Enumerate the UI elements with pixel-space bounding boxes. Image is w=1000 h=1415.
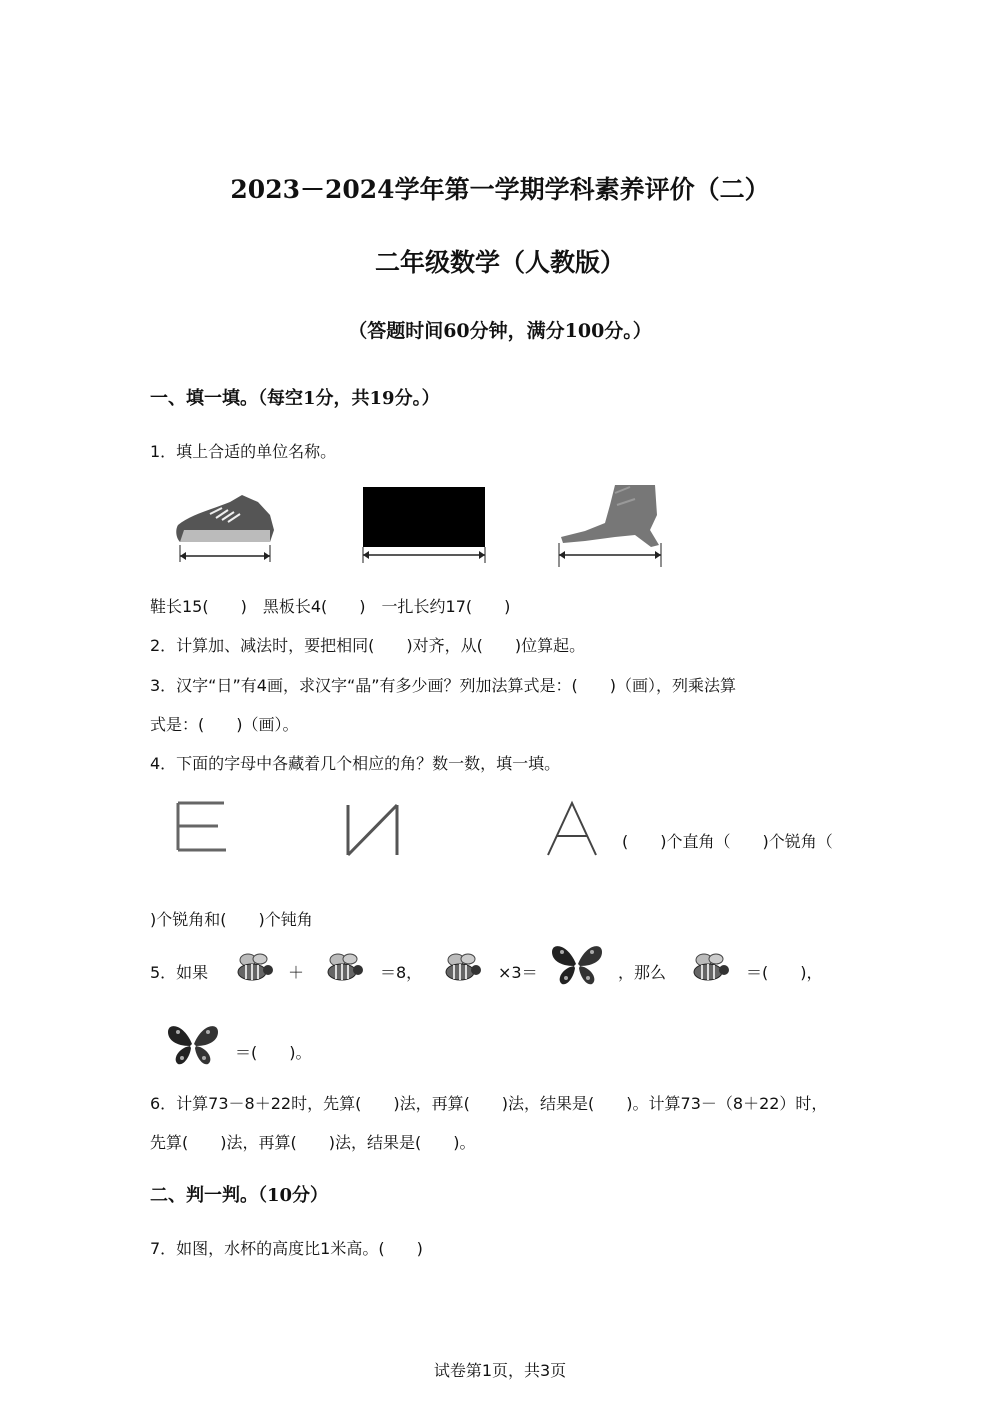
bee-icon (684, 950, 732, 986)
bee-icon (436, 950, 484, 986)
butterfly-answer-blank: ＝( )。 (235, 1043, 312, 1062)
question-7: 7．如图，水杯的高度比1米高。( ) (150, 1239, 423, 1258)
section1-heading: 一、填一填。（每空1分，共19分。） (150, 388, 440, 409)
times-three: ×3＝ (498, 963, 538, 982)
question-4: 4．下面的字母中各藏着几个相应的角？数一数，填一填。 (150, 754, 561, 773)
question-6-line1: 6．计算73－8＋22时，先算( )法，再算( )法，结果是( )。计算73－（8＋22）时， (150, 1094, 828, 1113)
exam-title: 2023－2024学年第一学期学科素养评价（二） (230, 175, 770, 204)
letter-e (172, 800, 232, 855)
question-3-line2: 式是：( )（画）。 (150, 715, 299, 734)
blackboard-image (360, 487, 490, 567)
question-1-answers: 鞋长15( ) 黑板长4( ) 一扎长约17( ) (150, 597, 511, 616)
question-4-fill-line2: )个锐角和( )个钝角 (150, 910, 313, 929)
butterfly-icon (548, 942, 606, 988)
section2-heading: 二、判一判。（10分） (150, 1185, 329, 1206)
question-5-prefix: 5．如果 (150, 963, 209, 982)
exam-instructions: （答题时间60分钟，满分100分。） (348, 320, 652, 342)
bee-icon (228, 950, 276, 986)
hand-span-image (555, 485, 665, 570)
question-4-fill-line1: ( )个直角（ )个锐角（ (622, 832, 833, 851)
page-footer: 试卷第1页，共3页 (433, 1361, 567, 1380)
shoe-image (170, 490, 280, 570)
letter-cyrillic-i (343, 800, 403, 858)
plus-sign: ＋ (288, 963, 305, 982)
letter-a (545, 800, 600, 858)
question-1: 1．填上合适的单位名称。 (150, 442, 337, 461)
equals-eight: ＝8， (380, 963, 423, 982)
question-2: 2．计算加、减法时，要把相同( )对齐，从( )位算起。 (150, 636, 586, 655)
bee-answer-blank: ＝( )， (746, 963, 823, 982)
then-text: ，那么 (618, 963, 667, 982)
question-3-line1: 3．汉字“日”有4画，求汉字“晶”有多少画？列加法算式是：( )（画），列乘法算 (150, 676, 737, 695)
bee-icon (318, 950, 366, 986)
butterfly-icon (164, 1022, 222, 1068)
exam-subtitle: 二年级数学（人教版） (374, 248, 625, 277)
question-6-line2: 先算( )法，再算( )法，结果是( )。 (150, 1133, 476, 1152)
